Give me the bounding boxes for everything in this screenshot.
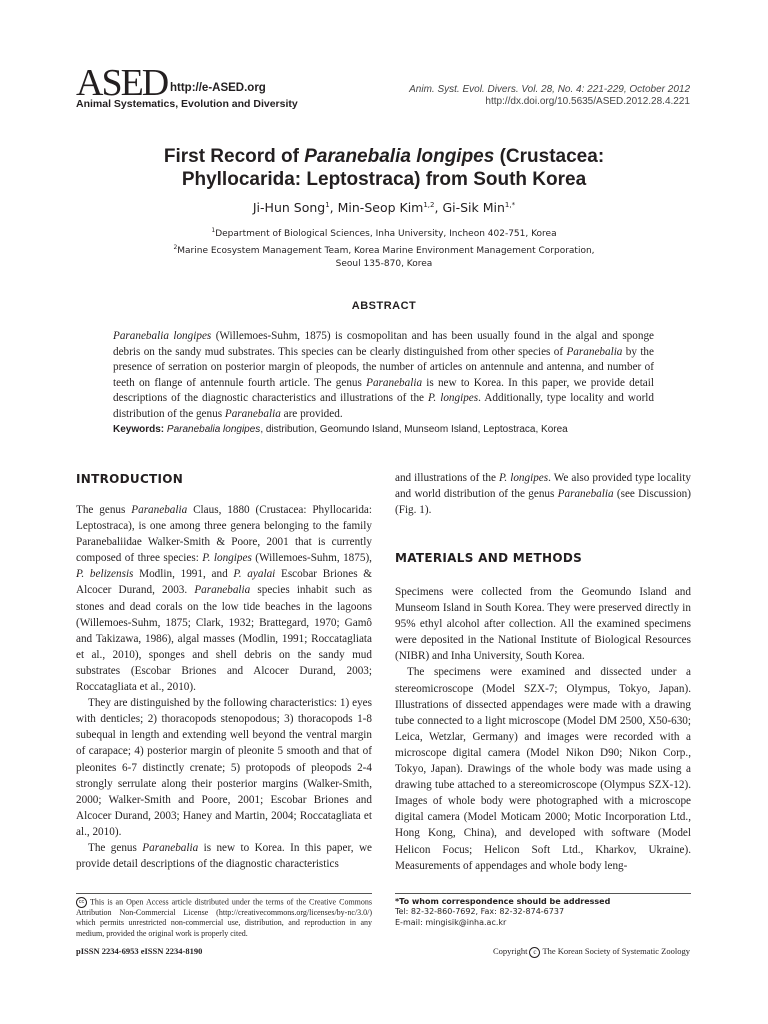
paragraph: The specimens were examined and dissected under a stereomicroscope (Model SZX-7; Olympus, Tokyo, Japan). Illustrations of dissected appendages were made with a drawing tube connected to a light microscope (Model DM 2500, X50-630; Leica, Wetzlar, Germany) and images were recorded with a microscope digital camera (Model Nikon D90; Nikon Corp., Tokyo, Japan). Drawings of the whole body was made using a drawing tube attached to a stereomicroscope (Olympus SZX-12). Images of whole body were photographed with a microscope digital camera (Model Moticam 2000; Motic Incorporation Ltd., Hong Kong, China), and developed with software (Model Helicon Focus; Helicon Soft Ltd., Kharkov, Ukraine). Measurements of appendages and whole body leng- [395,666,691,872]
affiliation-mark: 1 [211,227,216,234]
footnote-divider [395,893,691,894]
paragraph [76,502,372,695]
footnote-divider [76,893,372,894]
introduction-continuation [395,470,691,518]
keywords-label: Keywords: [113,424,165,435]
text-run: are provided. [280,407,343,420]
italic-term: Paranebalia [194,584,251,597]
title-line-2: Phyllocarida: Leptostraca) from South Korea [181,169,587,190]
italic-term: Paranebalia [366,376,423,389]
journal-logo [76,64,336,110]
journal-citation-block [409,84,690,108]
text-run: . Additionally, type locality and world distribution of the genus [113,392,655,420]
license-note [76,897,372,939]
italic-term: P. longipes [499,472,549,484]
text-run: Escobar Briones & Alcocer Durand, 2003. [76,568,372,597]
copyright-label: Copyright [492,946,528,956]
affiliation-line [60,258,708,271]
introduction-body [76,502,372,872]
keywords [113,424,673,435]
methods-body [395,584,691,874]
creative-commons-icon: cc [76,897,87,908]
text-run: They are distinguished by the following characteristics: 1) eyes with denticles; 2) thoracopods stenopodous; 3) thoracopods 1-8 subequal in length and extending well beyond the ventral margin of carapace; 4) posterior margin of pleonite 5 smooth and that of pleonites 6-7 distinctly crenate; 5) protopods of pleopods 2-4 strongly serrulate along their posterior margins (Walker-Smith, 2000; Walker-Smith and Poore, 2001; Escobar Briones and Alcocer Durand, 2003; Haney and Martin, 2004; Roccatagliata et al., 2010). [76,697,372,838]
copyright-holder: The Korean Society of Systematic Zoology [542,946,690,956]
text-run: Modlin, 1991, and [133,568,234,581]
title-species: Paranebalia longipes [304,146,495,167]
correspondence-email[interactable]: E-mail: mingisik@inha.ac.kr [395,917,507,927]
correspondence-phone: Tel: 82-32-860-7692, Fax: 82-32-874-6737 [395,907,565,917]
italic-term: P. longipes [202,552,252,565]
doi-link[interactable]: http://dx.doi.org/10.5635/ASED.2012.28.4.221 [485,96,690,107]
text-run: (see Discussion) (Fig. 1). [395,488,692,517]
issn: pISSN 2234-6953 eISSN 2234-8190 [76,946,203,956]
affiliations [60,224,708,271]
text-run: is new to Korea. In this paper, we provide detail descriptions of the diagnostic characteristics [76,841,372,871]
affiliation-line [60,224,708,241]
journal-citation: Anim. Syst. Evol. Divers. Vol. 28, No. 4: 221-229, October 2012 [409,84,690,95]
author-name: Ji-Hun Song [252,200,326,215]
correspondence-label: *To whom correspondence should be addressed [395,897,611,906]
affiliation-text: Seoul 135-870, Korea [335,259,433,269]
text-run: is new to Korea. In this paper, we provide detail descriptions of the diagnostic characteristics and illustrations of the [113,376,654,405]
text-run: The genus [88,841,143,854]
author-affiliation-mark: 1 [325,200,330,209]
author-name: Min-Seop Kim [337,200,424,215]
italic-term: Paranebalia [142,841,199,854]
keyword-species: Paranebalia longipes [166,424,261,435]
journal-subtitle: Animal Systematics, Evolution and Diversity [76,98,298,110]
italic-term: P. longipes [428,392,479,405]
affiliation-text: Department of Biological Sciences, Inha University, Incheon 402-751, Korea [215,229,557,239]
text-run: . We also provided type locality and world distribution of the genus [395,472,691,501]
abstract-heading: ABSTRACT [351,300,417,312]
introduction-heading: INTRODUCTION [76,472,184,486]
affiliation-text: Marine Ecosystem Management Team, Korea Marine Environment Management Corporation, [177,246,595,256]
paragraph [76,840,372,872]
italic-term: P. belizensis [76,568,134,581]
italic-term: Paranebalia [224,407,281,420]
italic-term: P. ayalai [233,568,276,581]
license-text: This is an Open Access article distributed under the terms of the Creative Commons Attribution Non-Commercial License (http://creativecommons.org/licenses/by-nc/3.0/) which permits unrestricted non-commercial use, distribution, and reproduction in any medium, provided the original work is properly cited. [76,897,372,938]
text-run: Claus, 1880 (Crustacea: Phyllocarida: Leptostraca), is one among three genera belonging to the family Paranebaliidae Walker-Smith & Poore, 2001 that is currently composed of three species: [76,504,372,565]
title-text: First Record of [163,146,305,167]
affiliation-line [60,241,708,258]
affiliation-mark: 2 [173,244,178,251]
logo-mark: ASED [76,62,168,104]
text-run: (Willemoes-Suhm, 1875) is cosmopolitan and has been usually found in the algal and sponge debris on the sandy mud substrates. This species can be clearly distinguished from other species of [113,330,655,358]
paragraph [395,470,691,518]
author-name: Gi-Sik Min [442,200,505,215]
author-affiliation-mark: 1,* [504,200,516,209]
text-run: by the presence of serration on posterior margin of pleopods, the number of articles on antennule and antenna, and number of teeth on flange of antennule fourth article. The genus [113,345,654,389]
keywords-list: , distribution, Geomundo Island, Munseom Island, Leptostraca, Korea [260,424,568,435]
article-title [60,145,708,191]
copyright-icon: c [529,947,540,958]
author-list: Ji-Hun Song$^1$, Min-Seop Kim$^{1,2}$, Gi-Sik Min$^{1,*}$ [252,200,516,215]
correspondence-note [395,897,691,928]
italic-term: Paranebalia [557,488,614,501]
text-run: (Willemoes-Suhm, 1875), [251,552,372,565]
title-text: (Crustacea: [494,146,605,167]
paragraph: Specimens were collected from the Geomundo Island and Munseom Island in South Korea. They were preserved directly in 95% ethyl alcohol after collection. All the examined specimens were deposited in the National Institute of Biological Resources (NIBR) and Inha University, South Korea. [395,586,691,663]
methods-heading: MATERIALS AND METHODS [395,551,583,565]
italic-term: Paranebalia [131,504,188,516]
journal-url[interactable]: http://e-ASED.org [170,82,266,94]
text-run: species inhabit such as stones and dead corals on the low tide beaches in the lagoons (Willemoes-Suhm, 1875; Clark, 1932; Brattegard, 1970; Gamô and Takizawa, 1986), algal masses (Modlin, 1991; Roccatagliata et al., 2010), sponges and shell debris on the sandy mud substrates (Escobar Briones and Alcocer Durand, 2003; Roccatagliata et al., 2010). [76,584,372,694]
italic-term: Paranebalia [566,345,623,358]
paragraph [76,695,372,840]
author-affiliation-mark: 1,2 [423,200,435,209]
copyright [493,946,690,958]
italic-term: Paranebalia longipes [113,330,212,342]
text-run: and illustrations of the [395,472,500,484]
abstract-text [113,329,654,423]
text-run: The genus [76,504,132,516]
